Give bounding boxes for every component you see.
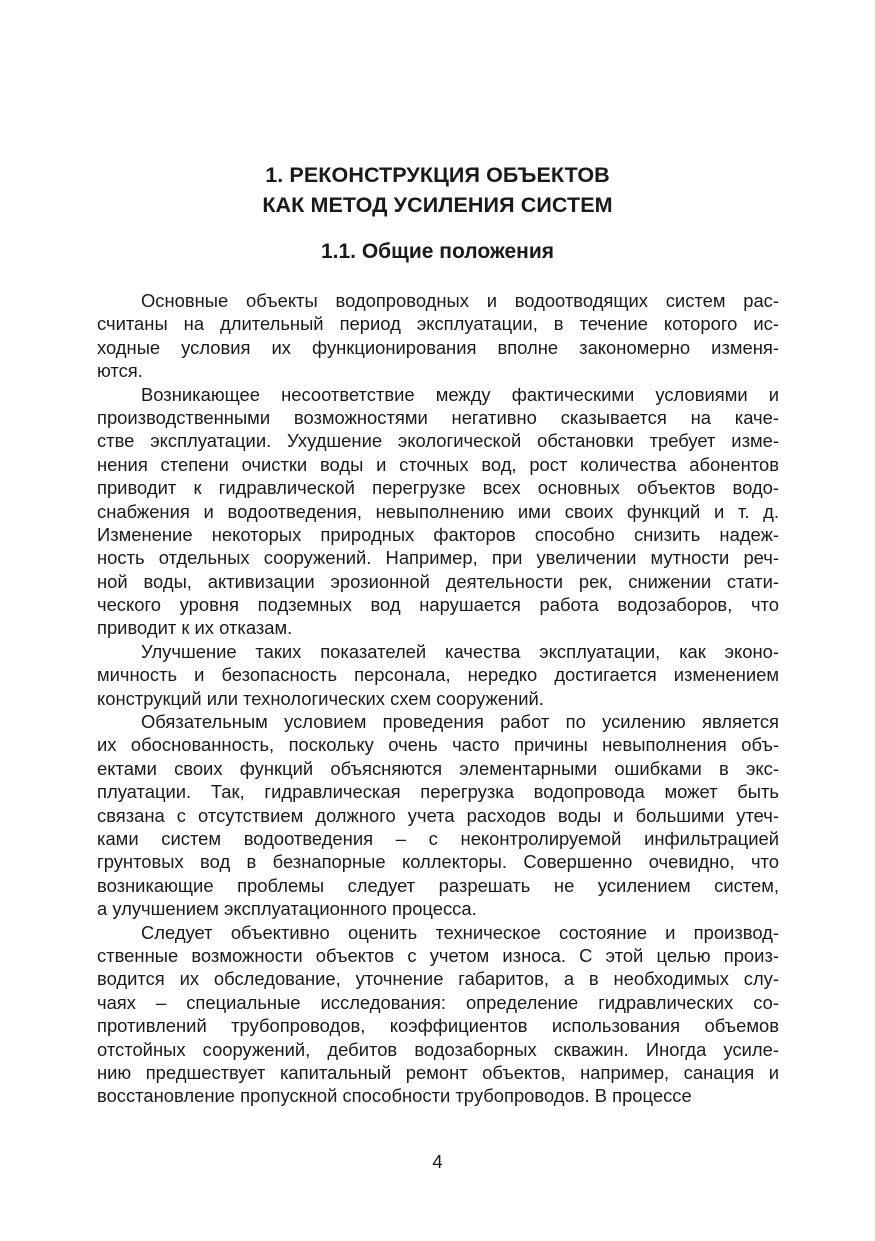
text-line: ются. <box>97 360 143 382</box>
text-line: чаях – специальные исследования: определение гидравлических со- <box>97 991 779 1013</box>
text-line: производственными возможностями негативно сказывается на каче- <box>97 406 779 428</box>
text-line: ственные возможности объектов с учетом износа. С этой целью произ- <box>97 944 779 966</box>
text-line: Улучшение таких показателей качества эксплуатации, как эконо- <box>141 640 779 662</box>
text-line: считаны на длительный период эксплуатации, в течение которого ис- <box>97 313 779 335</box>
text-line: плуатации. Так, гидравлическая перегрузка водопровода может быть <box>97 781 779 803</box>
paragraph <box>97 640 779 710</box>
paragraph <box>97 289 779 383</box>
text-line: восстановление пропускной способности трубопроводов. В процессе <box>97 1085 692 1107</box>
text-line: снабжения и водоотведения, невыполнению ими своих функций и т. д. <box>97 500 779 522</box>
text-line: Обязательным условием проведения работ по усилению является <box>141 711 779 733</box>
text-line: приводит к их отказам. <box>97 617 293 639</box>
paragraph <box>97 921 779 1108</box>
text-line: Изменение некоторых природных факторов способно снизить надеж- <box>97 523 779 545</box>
text-line: Следует объективно оценить техническое состояние и производ- <box>141 921 779 943</box>
text-line: ходные условия их функционирования вполне закономерно изменя- <box>97 336 779 358</box>
text-line: Возникающее несоответствие между фактическими условиями и <box>141 383 779 405</box>
chapter-title-line: 1. РЕКОНСТРУКЦИЯ ОБЪЕКТОВ <box>265 163 610 187</box>
text-line: возникающие проблемы следует разрешать не усилением систем, <box>97 874 779 896</box>
chapter-title-line: КАК МЕТОД УСИЛЕНИЯ СИСТЕМ <box>262 193 613 217</box>
text-line: ность отдельных сооружений. Например, при увеличении мутности реч- <box>97 547 779 569</box>
chapter-title <box>0 160 875 220</box>
text-line: водится их обследование, уточнение габаритов, а в необходимых слу- <box>97 968 779 990</box>
text-line: а улучшением эксплуатационного процесса. <box>97 898 477 920</box>
text-line: ектами своих функций объясняются элементарными ошибками в экс- <box>97 757 779 779</box>
text-line: их обоснованность, поскольку очень часто причины невыполнения объ- <box>97 734 779 756</box>
text-line: отстойных сооружений, дебитов водозаборных скважин. Иногда усиле- <box>97 1038 779 1060</box>
text-line: нию предшествует капитальный ремонт объектов, например, санация и <box>97 1061 779 1083</box>
paragraph <box>97 710 779 921</box>
body-text <box>97 289 779 1108</box>
text-line: грунтовых вод в безнапорные коллекторы. Совершенно очевидно, что <box>97 851 779 873</box>
page-number: 4 <box>432 1151 443 1172</box>
text-line: ками систем водоотведения – с неконтролируемой инфильтрацией <box>97 827 779 849</box>
text-line: ческого уровня подземных вод нарушается работа водозаборов, что <box>97 594 779 616</box>
paragraph <box>97 383 779 640</box>
text-line: Основные объекты водопроводных и водоотводящих систем рас- <box>141 290 779 311</box>
text-line: приводит к гидравлической перегрузке всех основных объектов водо- <box>97 477 779 499</box>
text-line: противлений трубопроводов, коэффициентов использования объемов <box>97 1015 779 1037</box>
text-line: ной воды, активизации эрозионной деятельности рек, снижении стати- <box>97 570 779 592</box>
text-line: конструкций или технологических схем сооружений. <box>97 687 544 709</box>
text-line: нения степени очистки воды и сточных вод, рост количества абонентов <box>97 453 779 475</box>
text-line: связана с отсутствием должного учета расходов воды и большими утеч- <box>97 804 779 826</box>
text-line: мичность и безопасность персонала, нередко достигается изменением <box>97 664 779 686</box>
section-title: 1.1. Общие положения <box>320 240 555 263</box>
text-line: стве эксплуатации. Ухудшение экологической обстановки требует изме- <box>97 430 779 452</box>
